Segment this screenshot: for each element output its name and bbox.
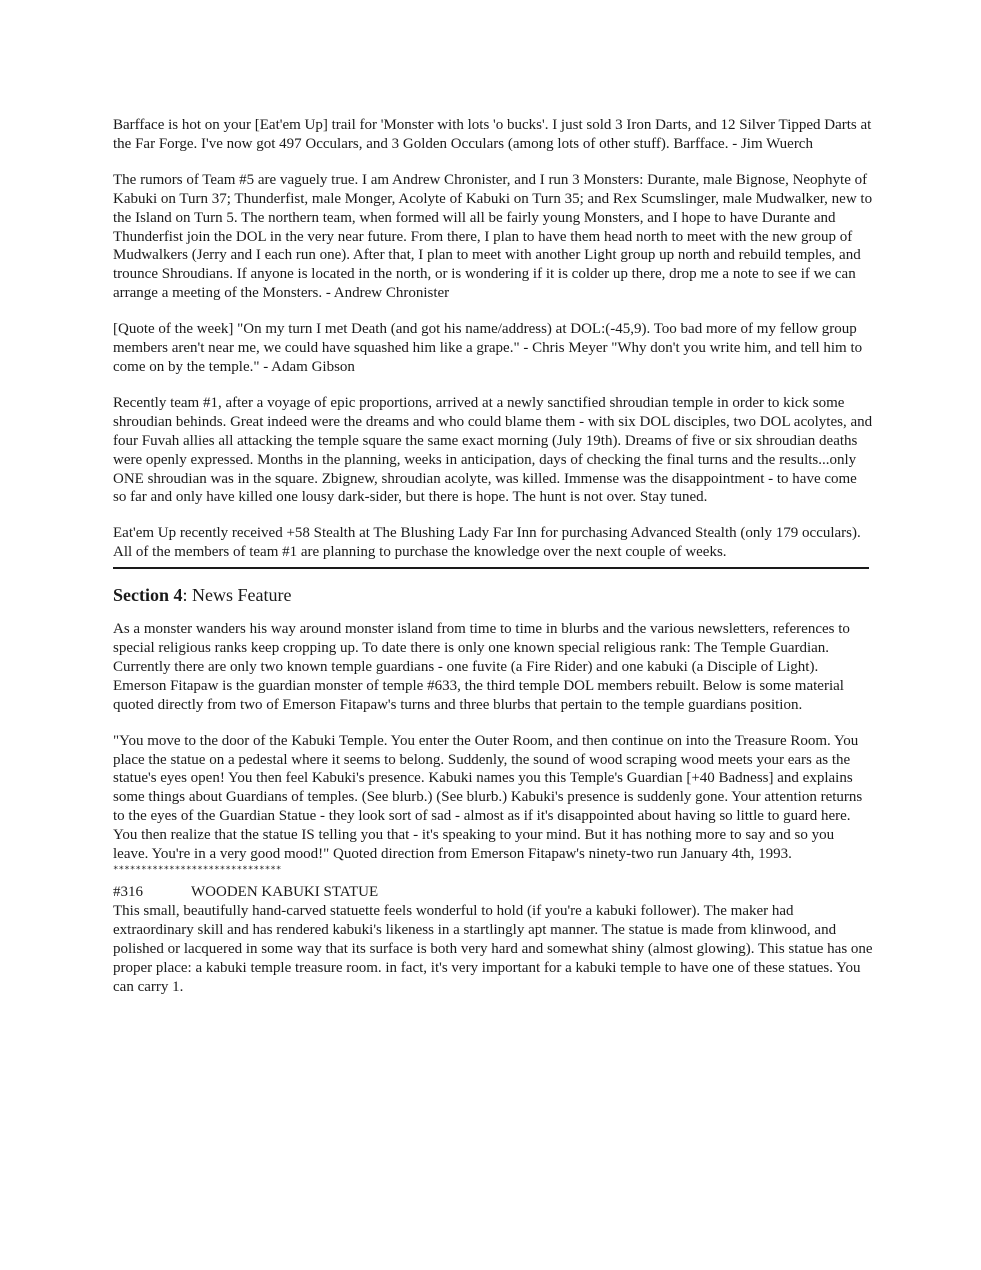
item-name: WOODEN KABUKI STATUE [191, 884, 379, 900]
paragraph-quote-of-week: [Quote of the week] "On my turn I met Death (and got his name/address) at DOL:(-45,9). Too bad more of my fellow group members aren't near me, we could have squashed him like a grape." - Chris Meyer "Why don't you write him, and tell him to come on by the temple." - Adam Gibson [113, 321, 863, 375]
section-label: Section 4 [113, 585, 183, 606]
newsletter-page [113, 116, 873, 996]
asterisk-separator: ****************************** [113, 865, 282, 875]
item-heading [113, 883, 873, 902]
item-description: This small, beautifully hand-carved statuette feels wonderful to hold (if you're a kabuki follower). The maker had extraordinary skill and has rendered kabuki's likeness in a startlingly apt manner. The statue is made from klinwood, and polished or lacquered in some way that its surface is both very hard and somewhat shiny (almost glowing). This statue has one proper place: a kabuki temple treasure room. in fact, it's very important for a kabuki temple to have one of these statues. You can carry 1. [113, 902, 873, 995]
section-heading [113, 583, 873, 607]
paragraph-temple-guardian-intro: As a monster wanders his way around monster island from time to time in blurbs and the various newsletters, references to special religious ranks keep cropping up. To date there is only one known special religious rank: The Temple Guardian. Currently there are only two known temple guardians - one fuvite (a Fire Rider) and one kabuki (a Disciple of Light). Emerson Fitapaw is the guardian monster of temple #633, the third temple DOL members rebuilt. Below is some material quoted directly from two of Emerson Fitapaw's turns and three blurbs that pertain to the temple guardians position. [113, 621, 850, 713]
section-title: : News Feature [182, 585, 292, 606]
paragraph-team-5: The rumors of Team #5 are vaguely true. I am Andrew Chronister, and I run 3 Monsters: Durante, male Bignose, Neophyte of Kabuki on Turn 37; Thunderfist, male Monger, Acolyte of Kabuki on Turn 35; and Rex Scumslinger, male Mudwalker, new to the Island on Turn 5. The northern team, when formed will all be fairly young Monsters, and I hope to have Durante and Thunderfist join the DOL in the very near future. From there, I plan to have them head north to meet with the new group of Mudwalkers (Jerry and I each run one). After that, I plan to meet with another Light group up north and rebuild temples, and trounce Shroudians. If anyone is located in the north, or is wondering if it is colder up there, drop me a note to see if we can arrange a meeting of the Monsters. - Andrew Chronister [113, 171, 873, 302]
paragraph-stealth: Eat'em Up recently received +58 Stealth at The Blushing Lady Far Inn for purchasing Advanced Stealth (only 179 occulars). All of the members of team #1 are planning to purchase the knowledge over the next couple of weeks. [113, 525, 861, 561]
paragraph-barfface: Barfface is hot on your [Eat'em Up] trail for 'Monster with lots 'o bucks'. I just sold 3 Iron Darts, and 12 Silver Tipped Darts at the Far Forge. I've now got 497 Occulars, and 3 Golden Occulars (among lots of other stuff). Barfface. - Jim Wuerch [113, 117, 872, 152]
paragraph-team-1: Recently team #1, after a voyage of epic proportions, arrived at a newly sanctified shroudian temple in order to kick some shroudian behinds. Great indeed were the dreams and who could blame them - with six DOL disciples, two DOL acolytes, and four Fuvah allies all attacking the temple square the same exact morning (July 19th). Dreams of five or six shroudian deaths were openly expressed. Months in the planning, weeks in anticipation, days of checking the final turns and the results...only ONE shroudian was in the square. Zbignew, shroudian acolyte, was killed. Immense was the disappointment - to have come so far and only have killed one lousy dark-sider, but there is hope. The hunt is not over. Stay tuned. [113, 394, 873, 506]
item-number: #316 [113, 884, 143, 900]
section-divider [113, 567, 869, 569]
paragraph-quoted-turn: "You move to the door of the Kabuki Temple. You enter the Outer Room, and then continue on into the Treasure Room. You place the statue on a pedestal where it seems to belong. Suddenly, the sound of wood scraping wood meets your ears as the statue's eyes open! You then feel Kabuki's presence. Kabuki names you this Temple's Guardian [+40 Badness] and explains some things about Guardians of temples. (See blurb.) (See blurb.) Kabuki's presence is suddenly gone. Your attention returns to the eyes of the Guardian Statue - they look sort of sad - almost as if it's disappointed about having so little to guard here. You then realize that the statue IS telling you that - it's speaking to your mind. But it has nothing more to say and so you leave. You're in a very good mood!" Quoted direction from Emerson Fitapaw's ninety-two run January 4th, 1993. [113, 732, 863, 863]
